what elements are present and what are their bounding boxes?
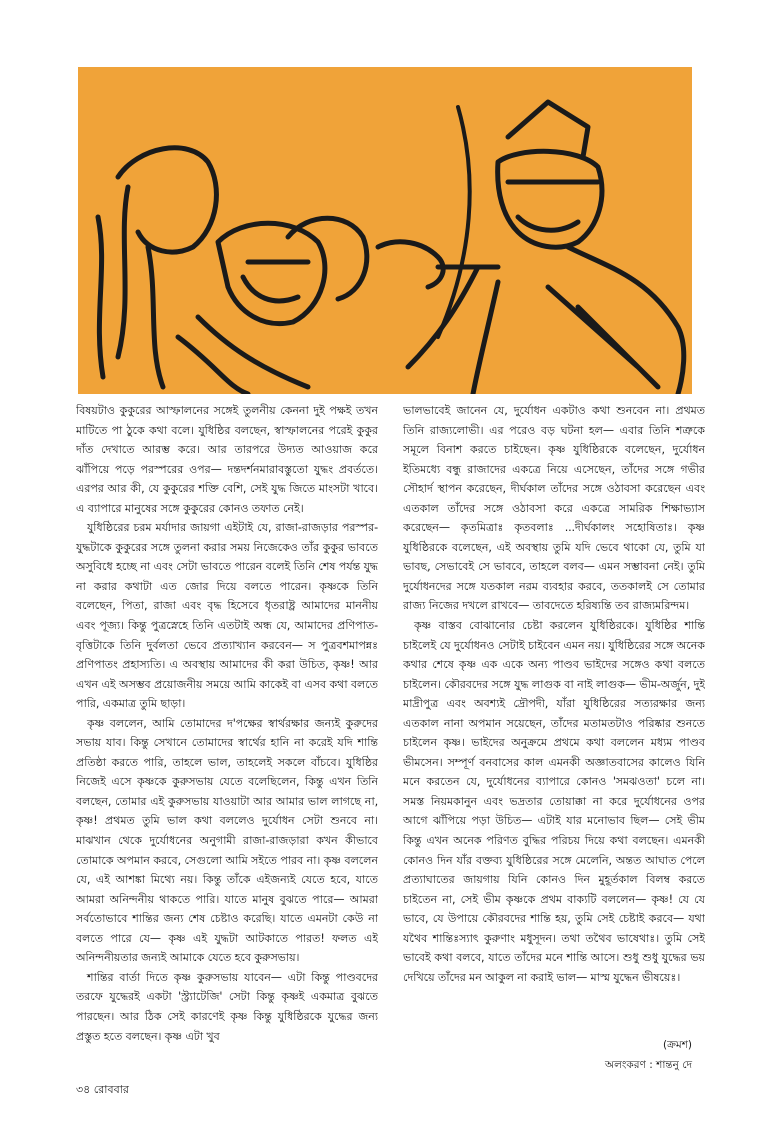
paragraph: শান্তির বার্তা দিতে কৃষ্ণ কুরুসভায় যাবেন— এটা কিন্তু পাণ্ডবদের তরফে যুদ্ধেরই একটা 'স্ট্র্যাটেজি' সেটা কিন্তু কৃষ্ণই একমাত্র বুঝতে পারছেন। আর ঠিক সেই কারণেই কৃষ্ণ কিন্তু যুধিষ্ঠিরকে যুদ্ধের জন্য প্রস্তুত হতে বলছেন। কৃষ্ণ এটা খুব [76,970,378,1043]
paragraph: যুধিষ্ঠিরের চরম মর্যাদার জায়গা এইটাই যে, রাজা-রাজড়ার পরস্পর-যুদ্ধটাকে কুকুরের সঙ্গে তুলনা করার সময় নিজেকেও তাঁর কুকুর ভাবতে অসুবিধে হচ্ছে না এবং সেটা ভাবতে পারেন বলেই তিনি শেষ পর্যন্ত যুদ্ধ না করার কথাটা এত জোর দিয়ে বলতে পারেন। কৃষ্ণকে তিনি বলেছেন, পিতা, রাজা এবং বৃদ্ধ হিসেবে ধৃতরাষ্ট্র আমাদের মাননীয় এবং পূজ্য। কিন্তু পুত্রস্নেহে তিনি এতটাই অন্ধ যে, আমাদের প্রণিপাত-বৃত্তিটাকে তিনি দুর্বলতা ভেবে প্রত্যাখ্যান করবেন— স পুত্রবশমাপন্নঃ প্রণিপাতং প্রহাস্যতি। এ অবস্থায় আমাদের কী করা উচিত, কৃষ্ণ! আর এখন এই অসম্ভব প্রয়োজনীয় সময়ে আমি কাকেই বা এসব কথা বলতে পারি, একমাত্র তুমি ছাড়া। [76,521,378,711]
illustration-background [78,67,692,394]
paragraph: কৃষ্ণ বাস্তব বোঝানোর চেষ্টা করলেন যুধিষ্ঠিরকে। যুধিষ্ঠির শান্তি চাইলেই যে দুর্যোধনও সেটাই চাইবেন এমন নয়। যুধিষ্ঠিরের সঙ্গে অনেক কথার শেষে কৃষ্ণ এক একে অন্য পাণ্ডব ভাইদের সঙ্গেও কথা বলতে চাইলেন। কৌরবদের সঙ্গে যুদ্ধ লাগুক বা নাই লাগুক— ভীম-অর্জুন, দুই মাদ্রীপুত্র এবং অবশ্যই দ্রৌপদী, যাঁরা যুধিষ্ঠিরের সত্যরক্ষার জন্য এতকাল নানা অপমান সয়েছেন, তাঁদের মতামতটাও পরিষ্কার শুনতে চাইলেন কৃষ্ণ। ভাইদের অনুক্রমে প্রথমে কথা বললেন মধ্যম পাণ্ডব ভীমসেন। সম্পূর্ণ বনবাসের কাল এমনকী অজ্ঞাতবাসের কালেও যিনি মনে করতেন যে, দুর্যোধনের ব্যাপারে কোনও 'সমঝওতা' চলে না। সমস্ত নিয়মকানুন এবং ভদ্রতার তোয়াক্কা না করে দুর্যোধনের ওপর আগে ঝাঁপিয়ে পড়া উচিত— এটাই যার মনোভাব ছিল— সেই ভীম কিন্তু এখন অনেক পরিণত বুদ্ধির পরিচয় দিয়ে কথা বলছেন। এমনকী কোনও দিন যাঁর বক্তব্য যুধিষ্ঠিরের সঙ্গে মেলেনি, অন্তত আঘাত পেলে প্রত্যাঘাতের জায়গায় যিনি কোনও দিন মুহূর্তকাল বিলম্ব করতে চাইতেন না, সেই ভীম কৃষ্ণকে প্রথম বাক্যটি বললেন— কৃষ্ণ! যে যে ভাবে, যে উপায়ে কৌরবদের শান্তি হয়, তুমি সেই চেষ্টাই করবে— যথা যথৈব শান্তিঃস্যাৎ কুরুণাং মধুসূদন। তথা তথৈব ভাষেথাঃ। তুমি সেই ভাবেই কথা বলবে, যাতে তাঁদের মনে শান্তি আসে। শুধু শুধু যুদ্ধের ভয় দেখিয়ে তাঁদের মন আকুল না করাই ভাল— মাস্ম যুদ্ধেন ভীষয়েঃ। [403,619,705,984]
paragraph: কৃষ্ণ বললেন, আমি তোমাদের দ'পক্ষের স্বার্থরক্ষার জন্যই কুরুদের সভায় যাব। কিন্তু সেখানে তোমাদের স্বার্থের হানি না করেই যদি শান্তি প্রতিষ্ঠা করতে পারি, তাহলে ভাল, তাহলেই সকলে বাঁচবে। যুধিষ্ঠির নিজেই এসে কৃষ্ণকে কুরুসভায় যেতে বলেছিলেন, কিন্তু এখন তিনি বলছেন, তোমার এই কুরুসভায় যাওয়াটা আর আমার ভাল লাগছে না, কৃষ্ণ! প্রথমত তুমি ভাল কথা বললেও দুর্যোধন সেটা শুনবে না। মাঝখান থেকে দুর্যোধনের অনুগামী রাজা-রাজড়ারা কখন কীভাবে তোমাকে অপমান করবে, সেগুলো আমি সইতে পারব না। কৃষ্ণ বললেন যে, এই আশঙ্কা মিথ্যে নয়। কিন্তু তাঁকে এইজন্যই যেতে হবে, যাতে আমরা অনিন্দনীয় থাকতে পারি। যাতে মানুষ বুঝতে পারে— আমরা সর্বতোভাবে শান্তির জন্য শেষ চেষ্টাও করেছি। যাতে এমনটা কেউ না বলতে পারে যে— কৃষ্ণ এই যুদ্ধটা আটকাতে পারত! ফলত এই অনিন্দনীয়তার জন্যই আমাকে যেতে হবে কুরুসভায়। [76,716,378,965]
illustration [78,67,692,394]
article-column-right [403,401,705,1051]
continued-label: (ক্রমশ) [662,1039,692,1051]
illus-stroke [98,217,103,377]
illustration-artwork [78,67,692,394]
article-column-left [76,401,378,1051]
illustrator-credit: অলংকরণ : শান্তনু দে [605,1059,692,1071]
page-folio: ৩৪ রোববার [76,1083,129,1096]
paragraph: বিষয়টাও কুকুরের আস্ফালনের সঙ্গেই তুলনীয় কেননা দুই পক্ষই তখন মাটিতে পা ঠুকে কথা বলে। যুধিষ্ঠির বলছেন, স্বাস্ফালনের পরেই কুকুর দাঁত দেখাতে আরম্ভ করে। আর তারপরে উদ্যত আওয়াজ করে ঝাঁপিয়ে পড়ে পরস্পরের ওপর— দন্তদর্শনমারাবস্তুতো যুদ্ধং প্রবর্ততে। এরপর আর কী, যে কুকুরের শক্তি বেশি, সেই যুদ্ধ জিতে মাংসটা খাবে। এ ব্যাপারে মানুষের সঙ্গে কুকুরের কোনও তফাত নেই। [76,404,378,515]
paragraph: ভালভাবেই জানেন যে, দুর্যোধন একটাও কথা শুনবেন না। প্রথমত তিনি রাজ্যলোভী। এর পরেও বড় ঘটনা হল— এবার তিনি শত্রুকে সমূলে বিনাশ করতে চাইছেন। কৃষ্ণ যুধিষ্ঠিরকে বলেছেন, দুর্যোধন ইতিমধ্যে বন্ধু রাজাদের একত্রে নিয়ে এসেছেন, তাঁদের সঙ্গে গভীর সৌহার্দ স্থাপন করেছেন, দীর্ঘকাল তাঁদের সঙ্গে ওঠাবসা করেছেন এবং এতকাল তাঁদের সঙ্গে ওঠাবসা করে একত্রে সামরিক শিক্ষাভ্যাস করেছেন— কৃতমিত্রাঃ কৃতবলাঃ ...দীর্ঘকালং সহোষিতাঃ। কৃষ্ণ যুধিষ্ঠিরকে বলেছেন, এই অবস্থায় তুমি যদি ভেবে থাকো যে, তুমি যা ভাবছ, সেভাবেই সে ভাববে, তাহলে বলব— এমন সম্ভাবনা নেই। তুমি দুর্যোধনদের সঙ্গে যতকাল নরম ব্যবহার করবে, ততকালই সে তোমার রাজ্য নিজের দখলে রাখবে— তাবদেতে হরিষ্যন্তি তব রাজ্যমরিন্দম। [403,404,705,613]
